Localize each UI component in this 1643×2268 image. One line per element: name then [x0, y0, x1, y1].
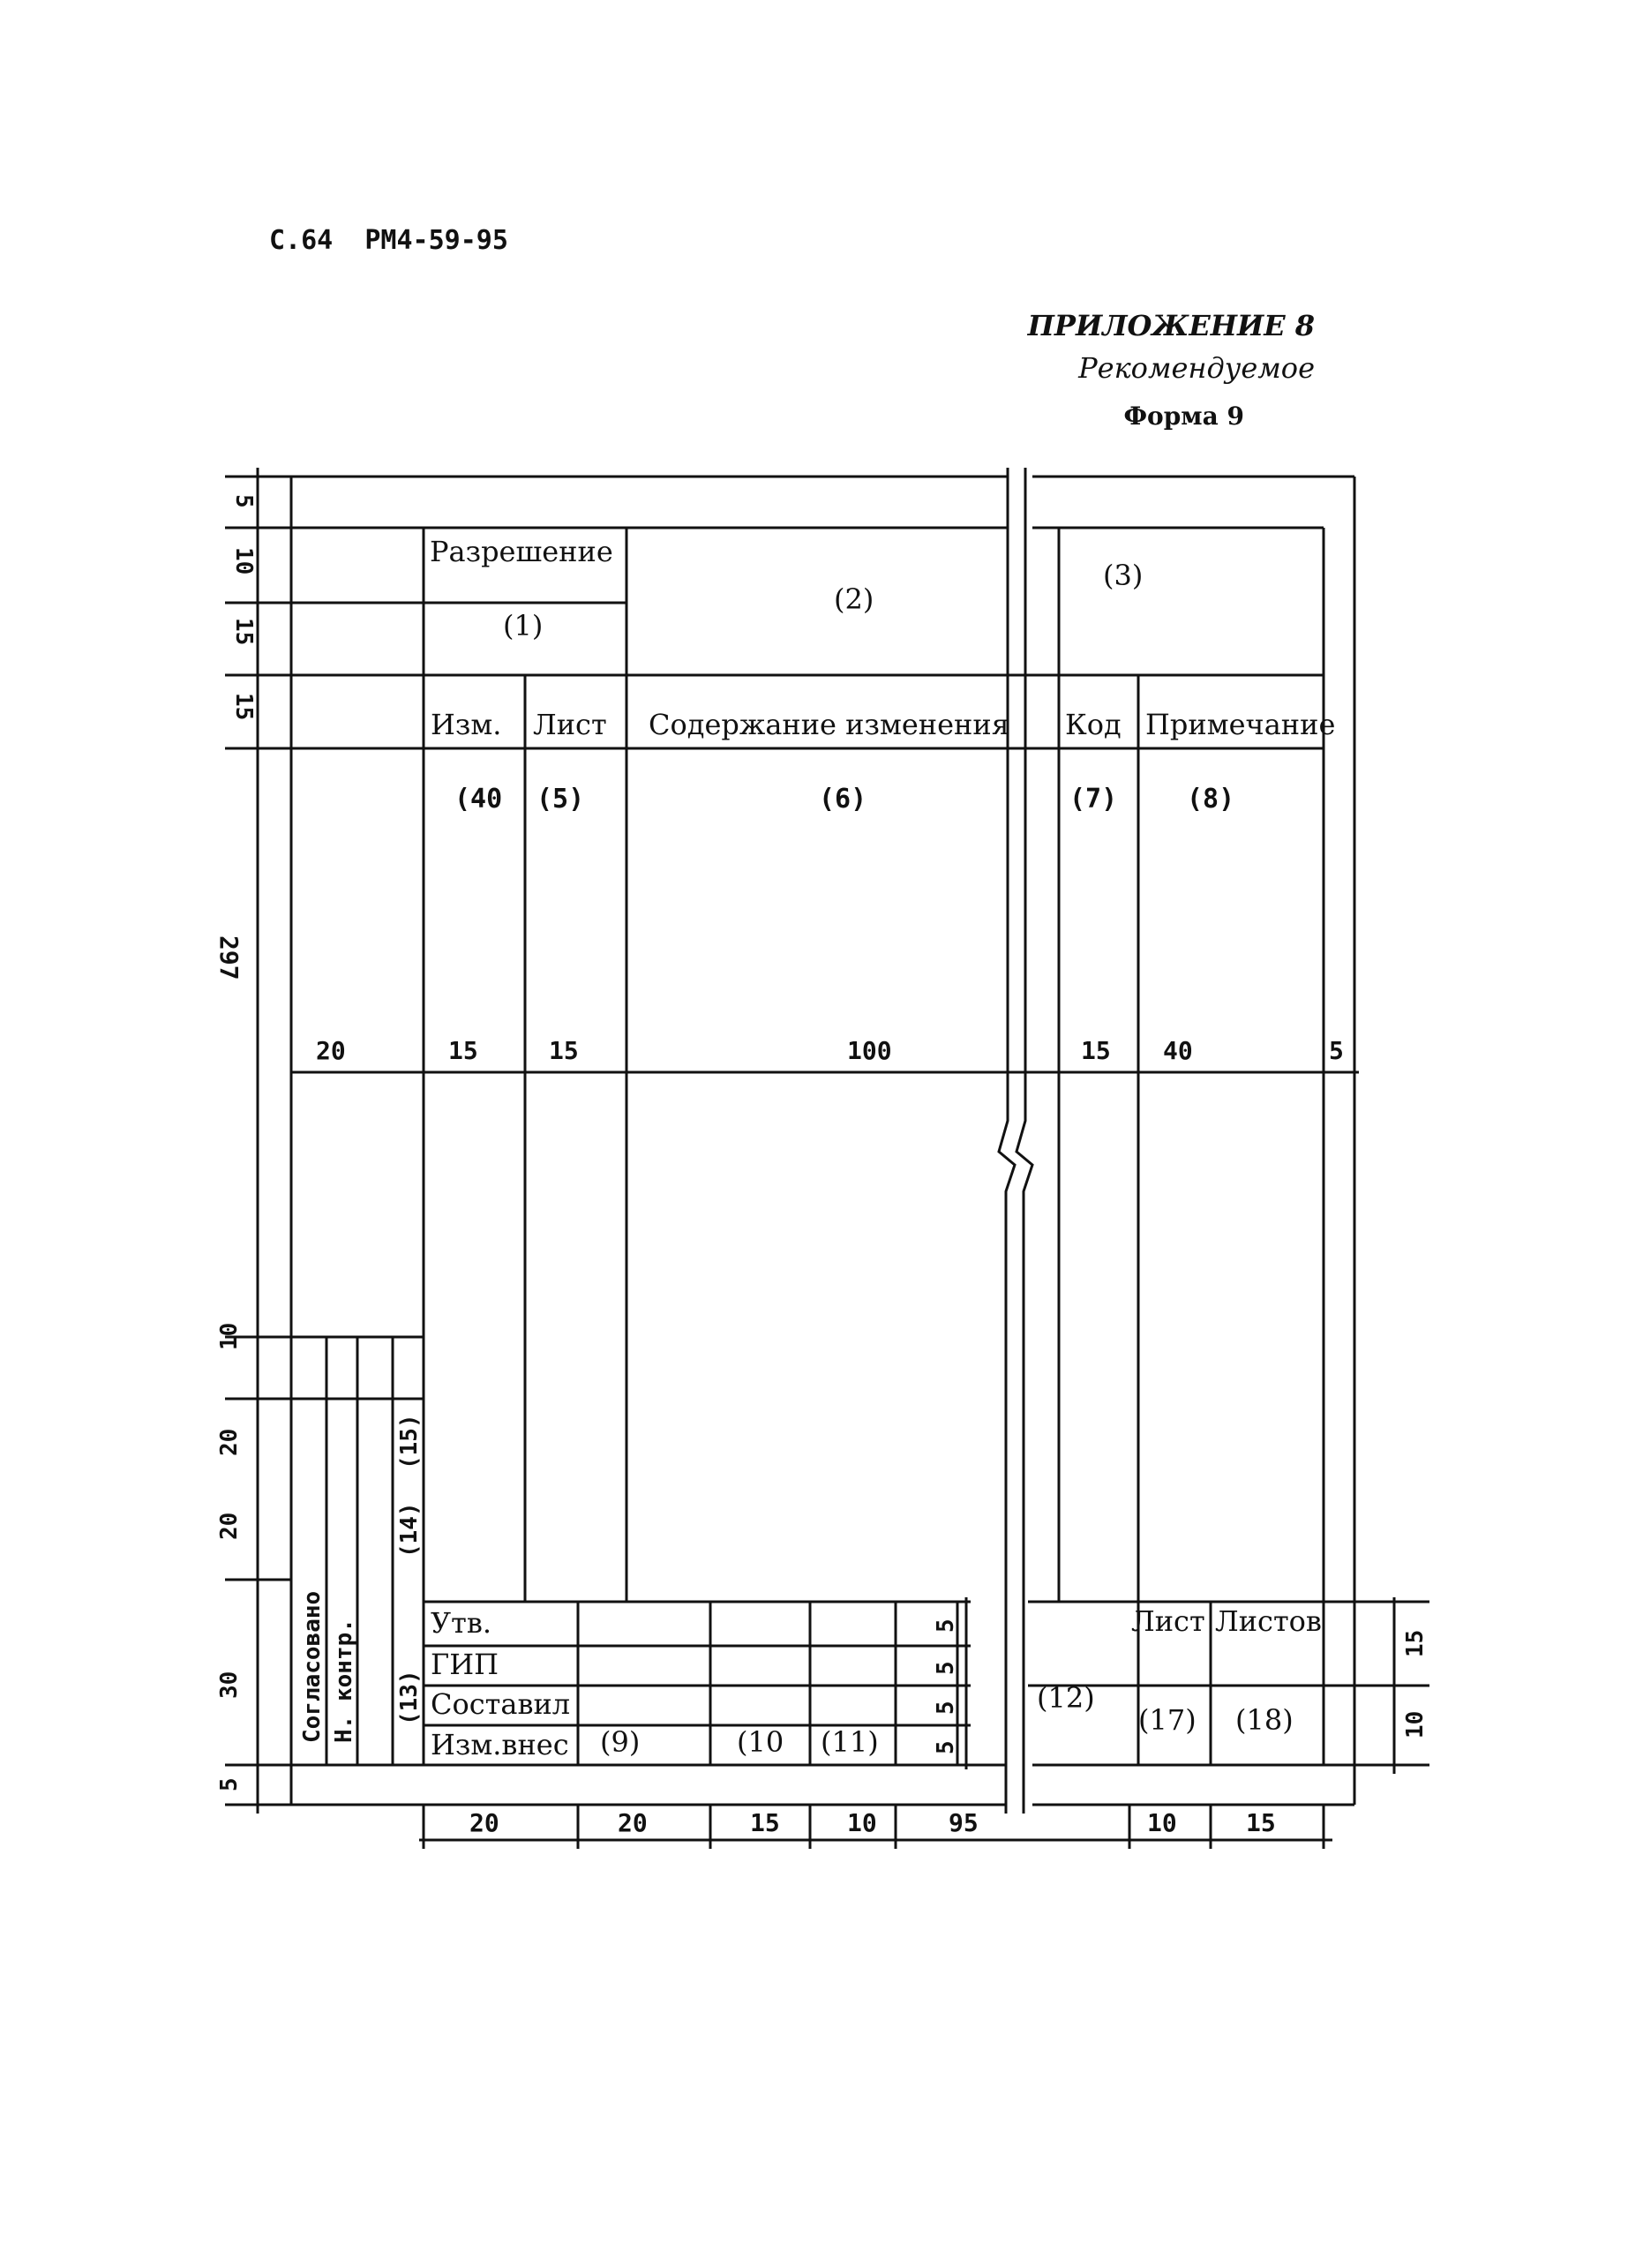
dim-middle-7: 5: [1329, 1036, 1344, 1065]
stamp-row-compiled: Составил: [431, 1687, 571, 1721]
dim-left-bottom-4: 30: [216, 1671, 243, 1699]
dim-bottom-2: 20: [618, 1808, 648, 1837]
column-note: Примечание: [1145, 708, 1336, 741]
document-code: РМ4-59-95: [364, 225, 508, 256]
dim-middle-6: 40: [1163, 1036, 1193, 1065]
dim-right-2: 10: [1402, 1710, 1429, 1739]
dim-left-bottom-2: 20: [216, 1428, 243, 1456]
dim-bottom-6: 10: [1147, 1808, 1177, 1837]
dim-middle-2: 15: [448, 1036, 478, 1065]
dim-left-top-4: 15: [230, 693, 257, 721]
column-content: Содержание изменения: [649, 708, 1009, 741]
appendix-title: ПРИЛОЖЕНИЕ 8: [1027, 309, 1315, 342]
field-8: (8): [1187, 784, 1235, 815]
dim-height-total: 297: [214, 935, 244, 980]
dim-bottom-1: 20: [469, 1808, 499, 1837]
field-12: (12): [1037, 1681, 1095, 1715]
stamp-row-approved: Утв.: [431, 1606, 492, 1640]
dim-bottom-4: 10: [847, 1808, 877, 1837]
field-1: (1): [503, 609, 544, 642]
field-15: (15): [396, 1414, 423, 1469]
field-9: (9): [600, 1725, 641, 1759]
dim-stamp-row-1: 5: [933, 1618, 959, 1633]
dim-left-bottom-5: 5: [216, 1777, 243, 1791]
dim-bottom-3: 15: [750, 1808, 780, 1837]
field-5: (5): [536, 784, 585, 815]
permission-label: Разрешение: [430, 535, 613, 568]
stamp-label-listov: Листов: [1215, 1604, 1322, 1638]
field-6: (6): [819, 784, 867, 815]
dim-right-1: 15: [1402, 1629, 1429, 1657]
dim-left-bottom-1: 10: [216, 1322, 243, 1350]
dim-left-top-3: 15: [230, 618, 257, 646]
break-line-a: [999, 468, 1015, 1814]
break-line-b: [1017, 468, 1032, 1814]
form-number: Форма 9: [1123, 402, 1244, 431]
field-11: (11): [821, 1725, 879, 1759]
dim-left-bottom-3: 20: [216, 1512, 243, 1540]
field-17: (17): [1138, 1703, 1197, 1737]
dim-middle-5: 15: [1081, 1036, 1111, 1065]
dim-stamp-row-2: 5: [933, 1661, 959, 1675]
page-number: С.64: [269, 225, 334, 256]
right-dim-ticks: [1324, 1602, 1429, 1765]
dim-left-top-1: 5: [230, 494, 257, 508]
stamp-row-changed-by: Изм.внес: [431, 1728, 569, 1761]
dim-middle-4: 100: [847, 1036, 892, 1065]
field-14: (14): [396, 1502, 423, 1558]
side-label-agreed: Согласовано: [299, 1590, 326, 1743]
dim-bottom-5: 95: [949, 1808, 979, 1837]
column-izm: Изм.: [431, 708, 502, 741]
dim-stamp-row-4: 5: [933, 1740, 959, 1754]
stamp-label-list: Лист: [1131, 1604, 1205, 1638]
stamp-row-gip: ГИП: [431, 1648, 499, 1681]
dim-bottom-7: 15: [1246, 1808, 1276, 1837]
column-list: Лист: [533, 708, 607, 741]
dim-middle-3: 15: [549, 1036, 579, 1065]
dim-middle-1: 20: [316, 1036, 346, 1065]
dim-stamp-row-3: 5: [933, 1701, 959, 1715]
field-7: (7): [1069, 784, 1118, 815]
column-kod: Код: [1065, 708, 1122, 741]
field-13: (13): [396, 1670, 423, 1725]
field-4: (40: [454, 784, 503, 815]
dim-left-top-2: 10: [230, 547, 257, 575]
field-3: (3): [1103, 559, 1144, 592]
field-10: (10: [737, 1725, 784, 1759]
side-label-norm-control: Н. контр.: [331, 1618, 357, 1743]
field-2: (2): [834, 582, 874, 616]
appendix-status: Рекомендуемое: [1078, 351, 1315, 385]
field-18: (18): [1235, 1703, 1294, 1737]
